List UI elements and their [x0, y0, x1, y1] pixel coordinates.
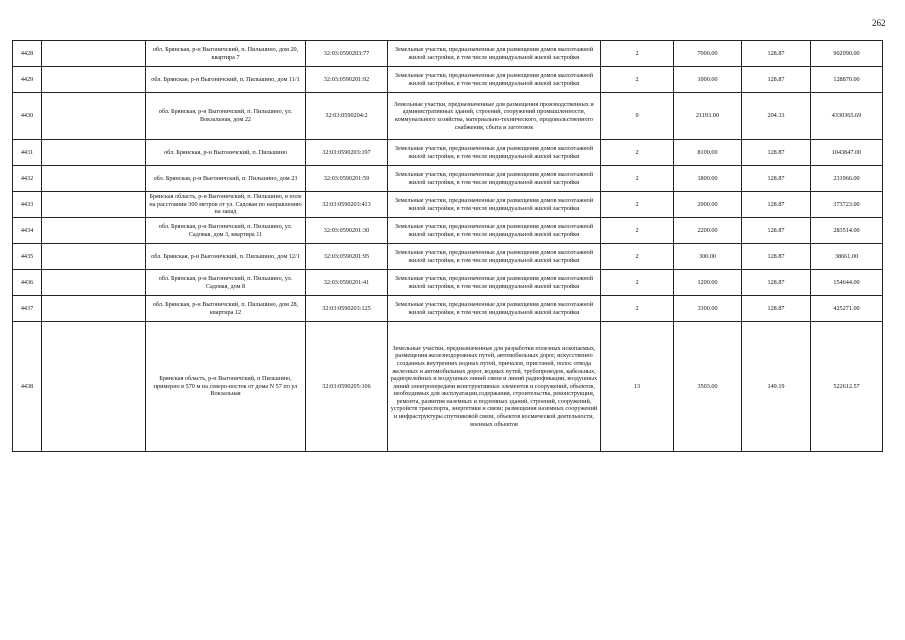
cadastral-value-cell: 373723.00	[811, 192, 883, 218]
table-row	[13, 93, 883, 140]
group-cell: 9	[601, 93, 674, 140]
cadastral-value-cell: 231966.00	[811, 166, 883, 192]
cadastral-number-cell: 32:03:0590201:95	[306, 244, 388, 270]
table-row	[13, 322, 883, 452]
address-cell: обл. Брянская, р-н Выгоничский, п. Пильшино, дом 23	[146, 166, 306, 192]
cadastral-number-cell: 32:03:0590205:106	[306, 322, 388, 452]
specific-value-cell: 128.87	[742, 166, 811, 192]
cadastral-value-cell: 128870.00	[811, 67, 883, 93]
blank-cell	[42, 192, 146, 218]
table-row	[13, 270, 883, 296]
table-row	[13, 166, 883, 192]
blank-cell	[42, 296, 146, 322]
land-use-cell: Земельные участки, предназначенные для размещения домов малоэтажной жилой застройки, в том числе индивидуальной жилой застройки	[388, 296, 601, 322]
land-use-cell: Земельные участки, предназначенные для разработки полезных ископаемых, размещения железнодорожных путей, автомобильных дорог, искусственно созданных внутренних водных путей, причалов, пристаней, полос отвода железных и автомобильных дорог, водных путей, трубопроводов, кабельных, радиорелейных и воздушных линий связи и линий радиофикации, воздушных линий электропередачи конструктивных элементов и сооружений, объектов, необходимых для эксплуатации,содержания, строительства, реконструкции, ремонта, развития наземных и подземных зданий, строений, сооружений, устройств транспорта, энергетики и связи; размещения наземных сооружений и инфраструктуры спутниковой связи, объектов космической деятельности, военных объектов	[388, 322, 601, 452]
table-body	[13, 41, 883, 452]
row-number-cell: 4437	[13, 296, 42, 322]
page-number: 262	[872, 18, 886, 28]
blank-cell	[42, 218, 146, 244]
cadastral-value-cell: 38661.00	[811, 244, 883, 270]
specific-value-cell: 128.87	[742, 41, 811, 67]
row-number-cell: 4434	[13, 218, 42, 244]
land-registry-table	[12, 40, 883, 452]
area-cell: 1800.00	[674, 166, 742, 192]
address-cell: Брянская область, р-н Выгоничский, п. Пильшино, в поле на расстоянии 300 метров от ул. Садовая по направлению на запад	[146, 192, 306, 218]
blank-cell	[42, 244, 146, 270]
land-use-cell: Земельные участки, предназначенные для размещения домов малоэтажной жилой застройки, в том числе индивидуальной жилой застройки	[388, 166, 601, 192]
land-use-cell: Земельные участки, предназначенные для размещения домов малоэтажной жилой застройки, в том числе индивидуальной жилой застройки	[388, 41, 601, 67]
land-use-cell: Земельные участки, предназначенные для размещения домов малоэтажной жилой застройки, в том числе индивидуальной жилой застройки	[388, 218, 601, 244]
blank-cell	[42, 270, 146, 296]
cadastral-number-cell: 32:03:0590201:92	[306, 67, 388, 93]
address-cell: обл. Брянская, р-н Выгоничский, п. Пильшино, ул. Садовая, дом 3, квартира 11	[146, 218, 306, 244]
specific-value-cell: 128.87	[742, 218, 811, 244]
land-use-cell: Земельные участки, предназначенные для размещения домов малоэтажной жилой застройки, в том числе индивидуальной жилой застройки	[388, 67, 601, 93]
address-cell: Брянская область, р-н Выгоничский, п Пильшино, примерно в 570 м на северо-восток от дома N 57 по ул Вокзальная	[146, 322, 306, 452]
cadastral-value-cell: 154644.00	[811, 270, 883, 296]
cadastral-value-cell: 4330365.69	[811, 93, 883, 140]
row-number-cell: 4429	[13, 67, 42, 93]
address-cell: обл. Брянская, р-н Выгоничский, п. Пильшино, дом 11/1	[146, 67, 306, 93]
row-number-cell: 4432	[13, 166, 42, 192]
cadastral-value-cell: 902090.00	[811, 41, 883, 67]
specific-value-cell: 149.19	[742, 322, 811, 452]
cadastral-number-cell: 32:03:0590203:197	[306, 140, 388, 166]
group-cell: 13	[601, 322, 674, 452]
address-cell: обл. Брянская, р-н Выгоничский, п. Пильшино, ул. Садовая, дом 8	[146, 270, 306, 296]
group-cell: 2	[601, 218, 674, 244]
group-cell: 2	[601, 166, 674, 192]
specific-value-cell: 128.87	[742, 192, 811, 218]
table-row	[13, 218, 883, 244]
area-cell: 3503.00	[674, 322, 742, 452]
cadastral-number-cell: 32:03:0590201:30	[306, 218, 388, 244]
row-number-cell: 4431	[13, 140, 42, 166]
area-cell: 300.00	[674, 244, 742, 270]
specific-value-cell: 128.87	[742, 140, 811, 166]
cadastral-number-cell: 32:03:0590204:2	[306, 93, 388, 140]
cadastral-value-cell: 1043847.00	[811, 140, 883, 166]
cadastral-number-cell: 32:03:0590201:59	[306, 166, 388, 192]
area-cell: 1200.00	[674, 270, 742, 296]
row-number-cell: 4438	[13, 322, 42, 452]
cadastral-number-cell: 32:03:0590203:125	[306, 296, 388, 322]
table-row	[13, 41, 883, 67]
cadastral-value-cell: 283514.00	[811, 218, 883, 244]
blank-cell	[42, 41, 146, 67]
address-cell: обл. Брянская, р-н Выгоничский, п. Пильшино, дом 20, квартира 7	[146, 41, 306, 67]
area-cell: 2200.00	[674, 218, 742, 244]
blank-cell	[42, 67, 146, 93]
address-cell: обл. Брянская, р-н Выгоничский, п. Пильшино, дом 12/1	[146, 244, 306, 270]
area-cell: 8100.00	[674, 140, 742, 166]
table-row	[13, 296, 883, 322]
table-row	[13, 140, 883, 166]
group-cell: 2	[601, 244, 674, 270]
specific-value-cell: 128.87	[742, 244, 811, 270]
row-number-cell: 4430	[13, 93, 42, 140]
group-cell: 2	[601, 140, 674, 166]
row-number-cell: 4435	[13, 244, 42, 270]
specific-value-cell: 128.87	[742, 270, 811, 296]
group-cell: 2	[601, 192, 674, 218]
area-cell: 2900.00	[674, 192, 742, 218]
cadastral-value-cell: 425271.00	[811, 296, 883, 322]
group-cell: 2	[601, 67, 674, 93]
area-cell: 21193.00	[674, 93, 742, 140]
land-use-cell: Земельные участки, предназначенные для размещения производственных и административных зданий, строений, сооружений промышленности, коммунального хозяйства, материально-технического, продовольственного снабжения, сбыта и заготовок	[388, 93, 601, 140]
address-cell: обл. Брянская, р-н Выгоничский, п. Пильшино	[146, 140, 306, 166]
specific-value-cell: 128.87	[742, 296, 811, 322]
specific-value-cell: 204.33	[742, 93, 811, 140]
table-row	[13, 244, 883, 270]
group-cell: 2	[601, 41, 674, 67]
row-number-cell: 4433	[13, 192, 42, 218]
address-cell: обл. Брянская, р-н Выгоничский, п. Пильшино, дом 28, квартира 12	[146, 296, 306, 322]
table-row	[13, 67, 883, 93]
blank-cell	[42, 140, 146, 166]
table-row	[13, 192, 883, 218]
land-use-cell: Земельные участки, предназначенные для размещения домов малоэтажной жилой застройки, в том числе индивидуальной жилой застройки	[388, 192, 601, 218]
area-cell: 1000.00	[674, 67, 742, 93]
row-number-cell: 4436	[13, 270, 42, 296]
row-number-cell: 4428	[13, 41, 42, 67]
land-use-cell: Земельные участки, предназначенные для размещения домов малоэтажной жилой застройки, в том числе индивидуальной жилой застройки	[388, 140, 601, 166]
land-use-cell: Земельные участки, предназначенные для размещения домов малоэтажной жилой застройки, в том числе индивидуальной жилой застройки	[388, 270, 601, 296]
cadastral-number-cell: 32:03:0590201:41	[306, 270, 388, 296]
cadastral-number-cell: 32:03:0590203:77	[306, 41, 388, 67]
specific-value-cell: 128.87	[742, 67, 811, 93]
area-cell: 3300.00	[674, 296, 742, 322]
blank-cell	[42, 93, 146, 140]
blank-cell	[42, 322, 146, 452]
blank-cell	[42, 166, 146, 192]
land-use-cell: Земельные участки, предназначенные для размещения домов малоэтажной жилой застройки, в том числе индивидуальной жилой застройки	[388, 244, 601, 270]
group-cell: 2	[601, 270, 674, 296]
cadastral-value-cell: 522612.57	[811, 322, 883, 452]
address-cell: обл. Брянская, р-н Выгоничский, п. Пильшино, ул. Вокзальная, дом 22	[146, 93, 306, 140]
area-cell: 7000.00	[674, 41, 742, 67]
cadastral-number-cell: 32:03:0590203:413	[306, 192, 388, 218]
group-cell: 2	[601, 296, 674, 322]
